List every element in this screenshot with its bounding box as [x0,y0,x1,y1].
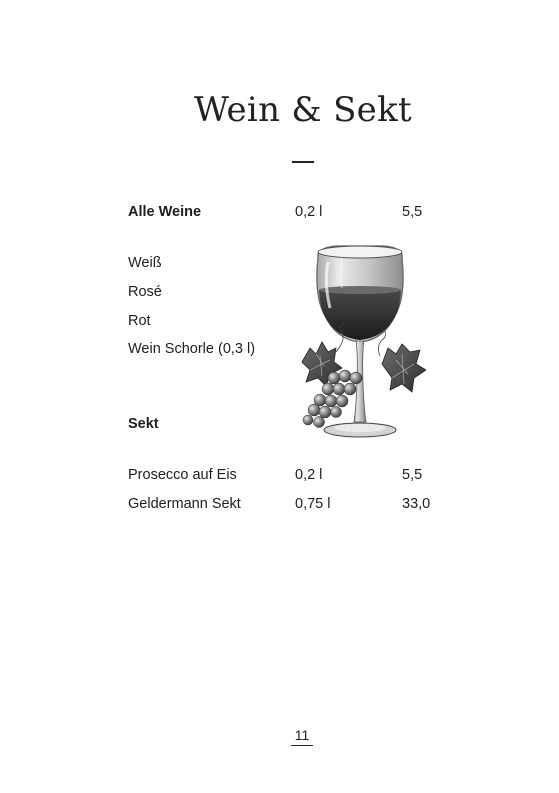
wine-variety-rose: Rosé [128,284,162,300]
wine-variety-rot: Rot [128,313,151,329]
page-title: Wein & Sekt [194,90,412,130]
sekt-item-prosecco-name: Prosecco auf Eis [128,467,237,483]
sekt-heading: Sekt [128,416,159,432]
sekt-item-geldermann-name: Geldermann Sekt [128,496,241,512]
sekt-item-prosecco-size: 0,2 l [295,467,323,483]
wine-size: 0,2 l [295,204,323,220]
sekt-item-geldermann-size: 0,75 l [295,496,331,512]
page-number-underline [291,745,313,746]
wine-variety-weiss: Weiß [128,255,162,271]
sekt-item-geldermann-price: 33,0 [402,496,431,512]
wine-variety-schorle: Wein Schorle (0,3 l) [128,341,256,357]
page-number: 11 [294,727,310,743]
title-divider [292,161,314,163]
wine-price: 5,5 [402,204,423,220]
wine-glass-with-grapes-illustration [296,244,426,444]
wine-heading: Alle Weine [128,204,202,220]
sekt-item-prosecco-price: 5,5 [402,467,423,483]
